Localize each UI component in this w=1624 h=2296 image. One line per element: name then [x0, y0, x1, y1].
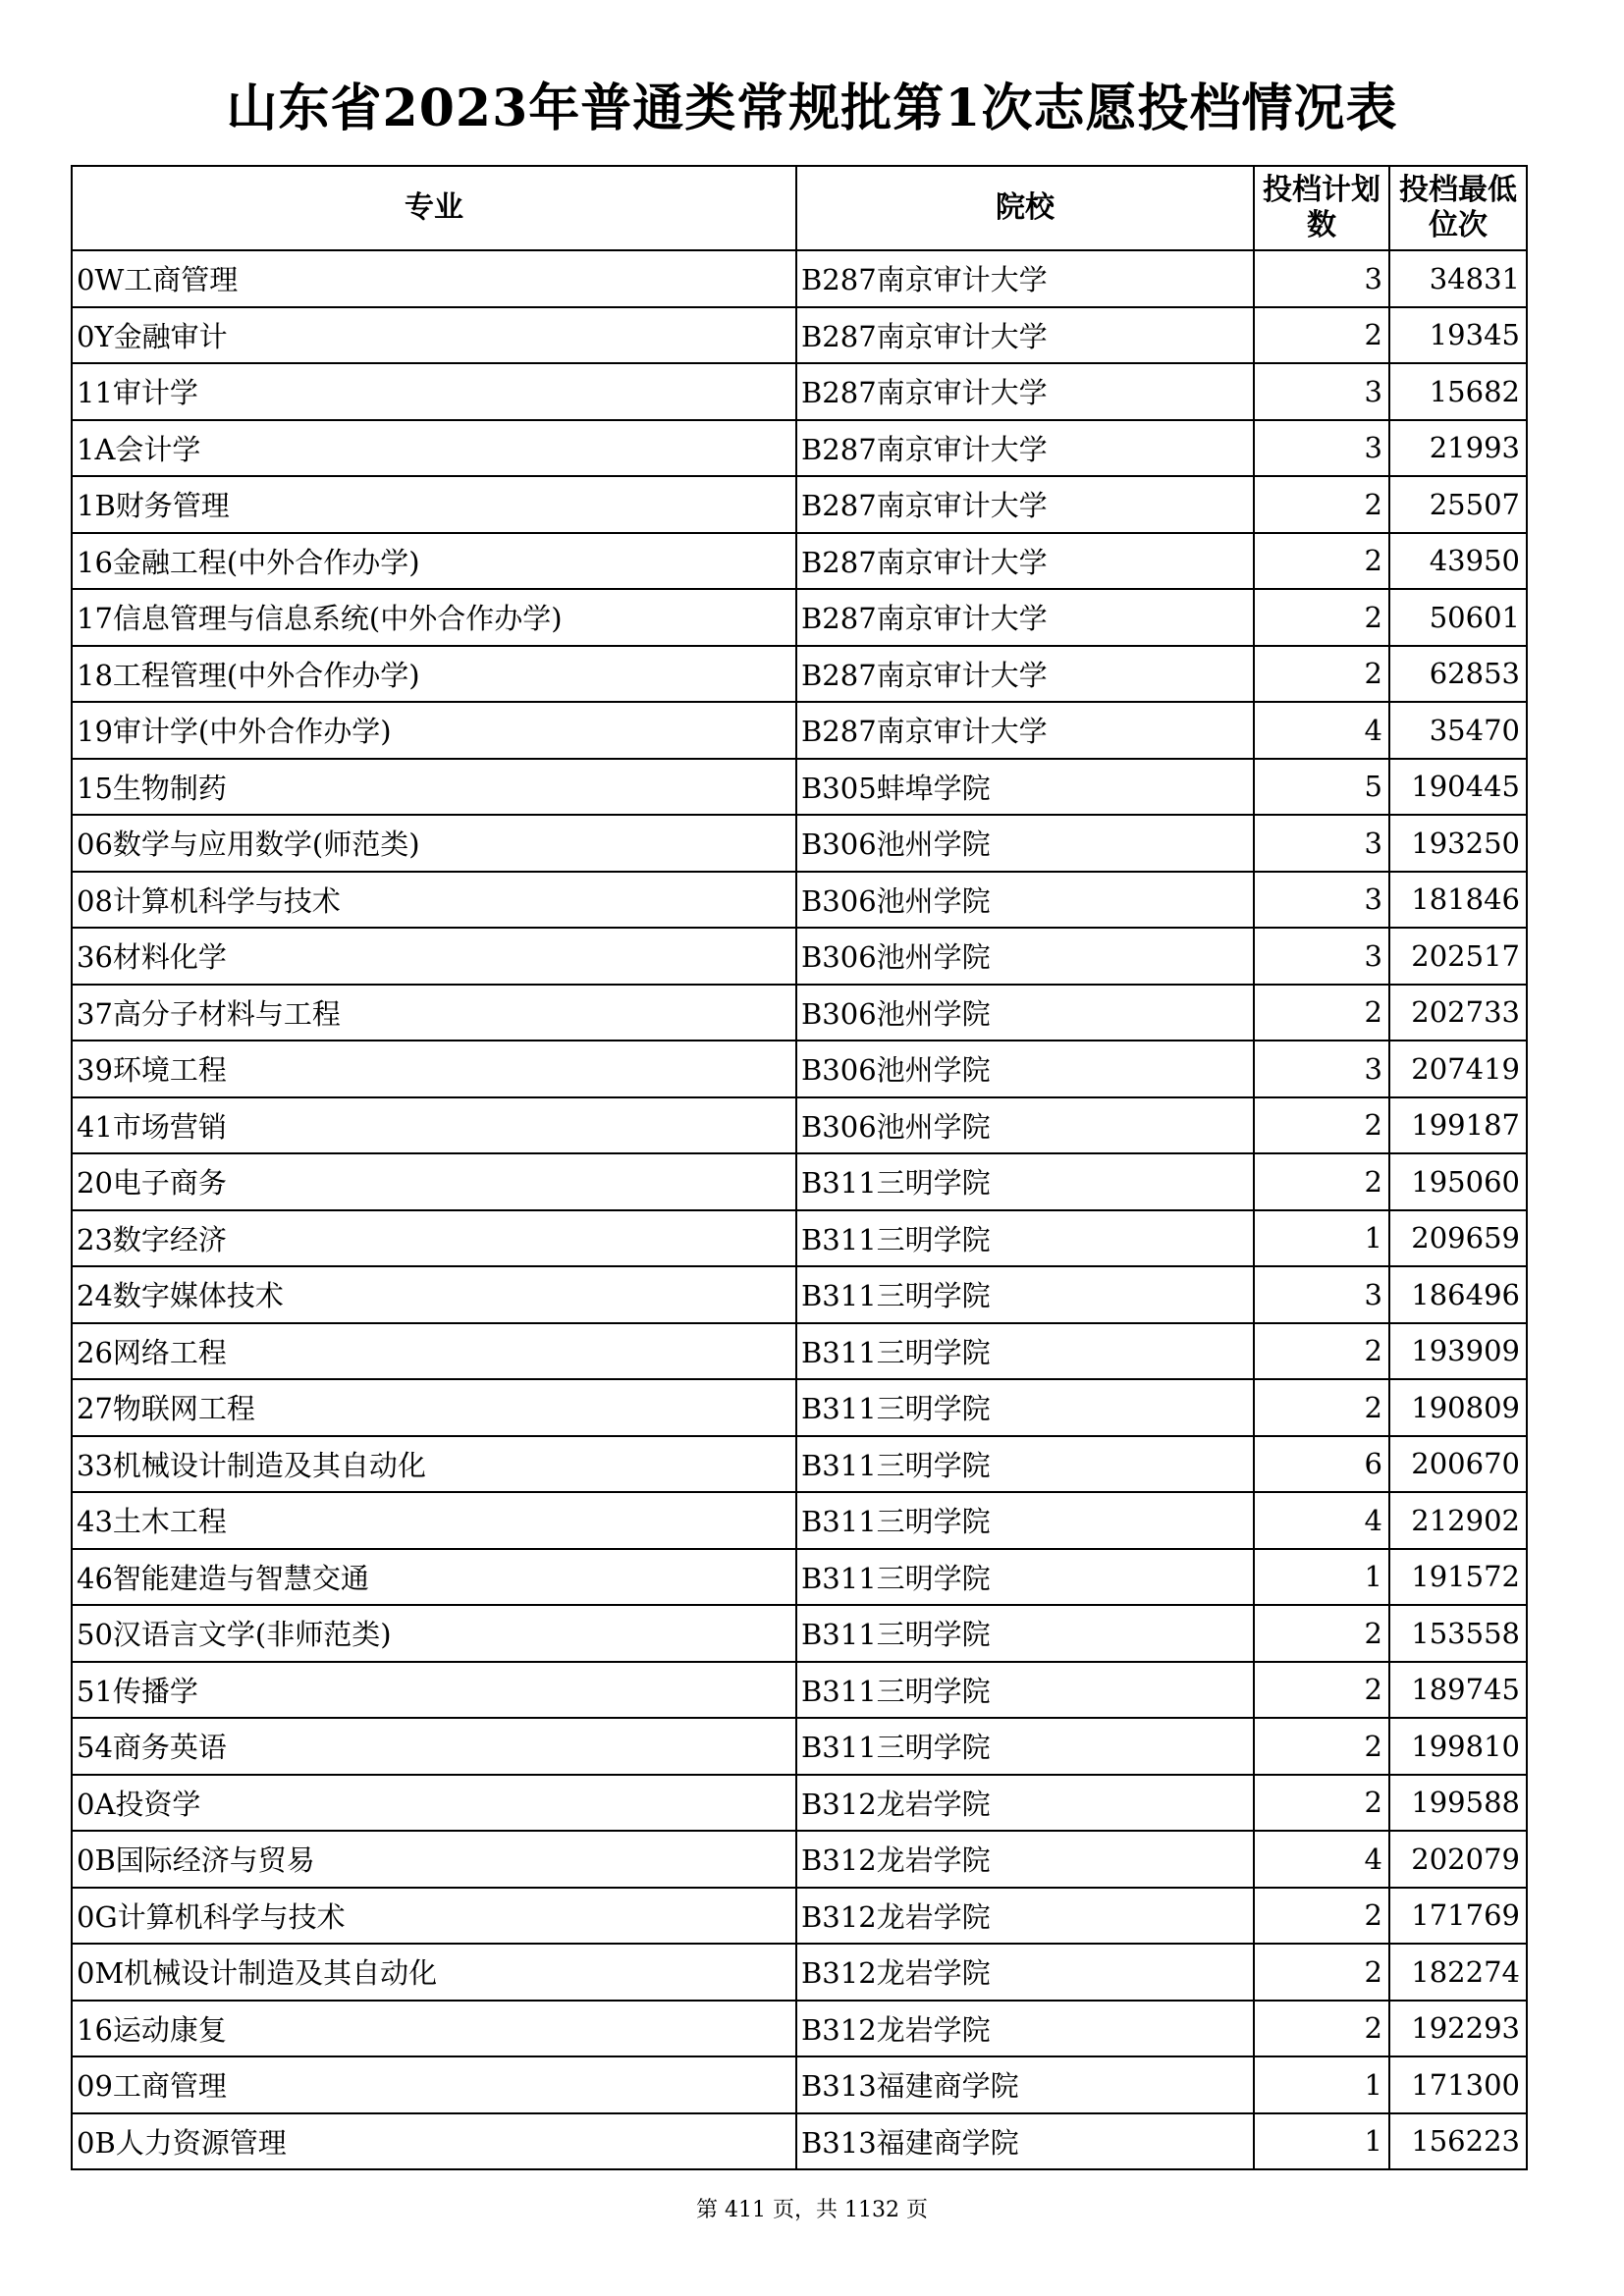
cell-rank: 192293 [1389, 2001, 1527, 2057]
cell-rank: 19345 [1389, 307, 1527, 364]
cell-plan: 3 [1254, 928, 1389, 985]
admission-table [71, 165, 1528, 2170]
cell-rank: 212902 [1389, 1492, 1527, 1549]
cell-major: 51传播学 [72, 1662, 796, 1719]
table-row [72, 759, 1527, 816]
cell-major: 0W工商管理 [72, 250, 796, 307]
cell-plan: 5 [1254, 759, 1389, 816]
cell-school: B287南京审计大学 [796, 589, 1254, 646]
cell-plan: 3 [1254, 1266, 1389, 1323]
cell-plan: 1 [1254, 1210, 1389, 1267]
cell-rank: 199187 [1389, 1097, 1527, 1154]
cell-rank: 21993 [1389, 420, 1527, 477]
cell-plan: 2 [1254, 476, 1389, 533]
cell-school: B311三明学院 [796, 1605, 1254, 1662]
cell-rank: 199810 [1389, 1718, 1527, 1775]
cell-major: 50汉语言文学(非师范类) [72, 1605, 796, 1662]
cell-rank: 156223 [1389, 2113, 1527, 2170]
table-row [72, 1888, 1527, 1945]
cell-rank: 199588 [1389, 1775, 1527, 1832]
table-row [72, 815, 1527, 872]
cell-school: B311三明学院 [796, 1436, 1254, 1493]
cell-major: 54商务英语 [72, 1718, 796, 1775]
cell-plan: 3 [1254, 420, 1389, 477]
cell-major: 11审计学 [72, 363, 796, 420]
cell-school: B287南京审计大学 [796, 250, 1254, 307]
cell-major: 0M机械设计制造及其自动化 [72, 1944, 796, 2001]
cell-school: B287南京审计大学 [796, 420, 1254, 477]
cell-school: B306池州学院 [796, 815, 1254, 872]
cell-rank: 200670 [1389, 1436, 1527, 1493]
cell-plan: 1 [1254, 2113, 1389, 2170]
table-row [72, 1266, 1527, 1323]
cell-major: 20电子商务 [72, 1153, 796, 1210]
table-row [72, 250, 1527, 307]
page-footer: 第 411 页，共 1132 页 [696, 2198, 928, 2222]
cell-school: B287南京审计大学 [796, 363, 1254, 420]
cell-major: 37高分子材料与工程 [72, 985, 796, 1041]
header-school: 院校 [796, 166, 1254, 250]
cell-school: B287南京审计大学 [796, 476, 1254, 533]
table-row [72, 2056, 1527, 2113]
cell-plan: 2 [1254, 1097, 1389, 1154]
header-plan: 投档计划数 [1254, 166, 1389, 250]
cell-major: 27物联网工程 [72, 1379, 796, 1436]
cell-rank: 181846 [1389, 872, 1527, 929]
cell-rank: 207419 [1389, 1041, 1527, 1097]
cell-plan: 2 [1254, 1888, 1389, 1945]
table-row [72, 985, 1527, 1041]
table-row [72, 307, 1527, 364]
cell-plan: 2 [1254, 1718, 1389, 1775]
cell-rank: 202079 [1389, 1831, 1527, 1888]
cell-plan: 3 [1254, 363, 1389, 420]
cell-school: B306池州学院 [796, 1041, 1254, 1097]
table-row [72, 1436, 1527, 1493]
cell-rank: 182274 [1389, 1944, 1527, 2001]
cell-major: 0B国际经济与贸易 [72, 1831, 796, 1888]
table-row [72, 1492, 1527, 1549]
cell-rank: 193250 [1389, 815, 1527, 872]
table-row [72, 363, 1527, 420]
cell-school: B311三明学院 [796, 1323, 1254, 1380]
cell-rank: 209659 [1389, 1210, 1527, 1267]
cell-plan: 1 [1254, 1549, 1389, 1606]
table-row [72, 1831, 1527, 1888]
cell-plan: 2 [1254, 589, 1389, 646]
table-row [72, 2001, 1527, 2057]
cell-plan: 2 [1254, 1662, 1389, 1719]
cell-rank: 202517 [1389, 928, 1527, 985]
cell-rank: 35470 [1389, 702, 1527, 759]
cell-major: 0B人力资源管理 [72, 2113, 796, 2170]
cell-plan: 2 [1254, 1153, 1389, 1210]
cell-major: 43土木工程 [72, 1492, 796, 1549]
cell-major: 46智能建造与智慧交通 [72, 1549, 796, 1606]
header-major: 专业 [72, 166, 796, 250]
cell-plan: 4 [1254, 1831, 1389, 1888]
table-body [72, 250, 1527, 2169]
cell-rank: 191572 [1389, 1549, 1527, 1606]
cell-school: B312龙岩学院 [796, 1888, 1254, 1945]
cell-school: B311三明学院 [796, 1210, 1254, 1267]
table-header-row [72, 166, 1527, 250]
cell-major: 24数字媒体技术 [72, 1266, 796, 1323]
cell-plan: 3 [1254, 250, 1389, 307]
cell-school: B312龙岩学院 [796, 2001, 1254, 2057]
cell-plan: 6 [1254, 1436, 1389, 1493]
cell-plan: 2 [1254, 533, 1389, 590]
table-row [72, 533, 1527, 590]
cell-rank: 171769 [1389, 1888, 1527, 1945]
cell-school: B287南京审计大学 [796, 307, 1254, 364]
cell-school: B312龙岩学院 [796, 1775, 1254, 1832]
table-row [72, 872, 1527, 929]
cell-plan: 3 [1254, 1041, 1389, 1097]
cell-school: B311三明学院 [796, 1492, 1254, 1549]
cell-rank: 190809 [1389, 1379, 1527, 1436]
page-title: 山东省2023年普通类常规批第1次志愿投档情况表 [226, 79, 1398, 138]
cell-school: B306池州学院 [796, 1097, 1254, 1154]
table-row [72, 928, 1527, 985]
cell-rank: 195060 [1389, 1153, 1527, 1210]
cell-major: 19审计学(中外合作办学) [72, 702, 796, 759]
cell-plan: 2 [1254, 646, 1389, 703]
cell-major: 1A会计学 [72, 420, 796, 477]
table-row [72, 476, 1527, 533]
cell-school: B287南京审计大学 [796, 533, 1254, 590]
cell-plan: 4 [1254, 702, 1389, 759]
cell-plan: 3 [1254, 872, 1389, 929]
cell-school: B312龙岩学院 [796, 1944, 1254, 2001]
cell-major: 0A投资学 [72, 1775, 796, 1832]
cell-school: B311三明学院 [796, 1718, 1254, 1775]
table-row [72, 1041, 1527, 1097]
cell-major: 15生物制药 [72, 759, 796, 816]
cell-major: 06数学与应用数学(师范类) [72, 815, 796, 872]
cell-major: 26网络工程 [72, 1323, 796, 1380]
cell-major: 08计算机科学与技术 [72, 872, 796, 929]
table-row [72, 589, 1527, 646]
cell-plan: 3 [1254, 815, 1389, 872]
cell-rank: 25507 [1389, 476, 1527, 533]
cell-major: 16运动康复 [72, 2001, 796, 2057]
cell-school: B313福建商学院 [796, 2113, 1254, 2170]
table-row [72, 1210, 1527, 1267]
table-row [72, 1323, 1527, 1380]
cell-rank: 202733 [1389, 985, 1527, 1041]
cell-plan: 2 [1254, 985, 1389, 1041]
cell-rank: 171300 [1389, 2056, 1527, 2113]
cell-school: B306池州学院 [796, 985, 1254, 1041]
cell-major: 33机械设计制造及其自动化 [72, 1436, 796, 1493]
cell-major: 09工商管理 [72, 2056, 796, 2113]
table-row [72, 2113, 1527, 2170]
table-row [72, 702, 1527, 759]
cell-school: B313福建商学院 [796, 2056, 1254, 2113]
cell-major: 39环境工程 [72, 1041, 796, 1097]
cell-rank: 193909 [1389, 1323, 1527, 1380]
cell-school: B305蚌埠学院 [796, 759, 1254, 816]
cell-plan: 2 [1254, 1944, 1389, 2001]
cell-plan: 2 [1254, 1605, 1389, 1662]
table-row [72, 1549, 1527, 1606]
cell-school: B287南京审计大学 [796, 702, 1254, 759]
table-row [72, 646, 1527, 703]
cell-rank: 62853 [1389, 646, 1527, 703]
cell-plan: 2 [1254, 307, 1389, 364]
cell-major: 41市场营销 [72, 1097, 796, 1154]
cell-plan: 4 [1254, 1492, 1389, 1549]
cell-school: B311三明学院 [796, 1153, 1254, 1210]
table-row [72, 1153, 1527, 1210]
cell-rank: 189745 [1389, 1662, 1527, 1719]
cell-major: 17信息管理与信息系统(中外合作办学) [72, 589, 796, 646]
cell-rank: 43950 [1389, 533, 1527, 590]
cell-major: 16金融工程(中外合作办学) [72, 533, 796, 590]
table-row [72, 1944, 1527, 2001]
table-row [72, 1379, 1527, 1436]
cell-major: 1B财务管理 [72, 476, 796, 533]
cell-school: B311三明学院 [796, 1662, 1254, 1719]
cell-rank: 190445 [1389, 759, 1527, 816]
cell-school: B311三明学院 [796, 1379, 1254, 1436]
cell-plan: 2 [1254, 2001, 1389, 2057]
header-rank: 投档最低位次 [1389, 166, 1527, 250]
cell-plan: 2 [1254, 1379, 1389, 1436]
cell-major: 23数字经济 [72, 1210, 796, 1267]
cell-school: B311三明学院 [796, 1549, 1254, 1606]
cell-major: 36材料化学 [72, 928, 796, 985]
cell-school: B306池州学院 [796, 928, 1254, 985]
cell-plan: 2 [1254, 1323, 1389, 1380]
cell-rank: 186496 [1389, 1266, 1527, 1323]
cell-rank: 153558 [1389, 1605, 1527, 1662]
cell-school: B312龙岩学院 [796, 1831, 1254, 1888]
table-row [72, 420, 1527, 477]
table-row [72, 1662, 1527, 1719]
cell-plan: 1 [1254, 2056, 1389, 2113]
cell-rank: 50601 [1389, 589, 1527, 646]
cell-school: B306池州学院 [796, 872, 1254, 929]
cell-plan: 2 [1254, 1775, 1389, 1832]
cell-rank: 34831 [1389, 250, 1527, 307]
table-row [72, 1097, 1527, 1154]
cell-major: 18工程管理(中外合作办学) [72, 646, 796, 703]
cell-school: B311三明学院 [796, 1266, 1254, 1323]
cell-rank: 15682 [1389, 363, 1527, 420]
cell-major: 0G计算机科学与技术 [72, 1888, 796, 1945]
cell-major: 0Y金融审计 [72, 307, 796, 364]
table-row [72, 1718, 1527, 1775]
cell-school: B287南京审计大学 [796, 646, 1254, 703]
table-row [72, 1775, 1527, 1832]
table-row [72, 1605, 1527, 1662]
